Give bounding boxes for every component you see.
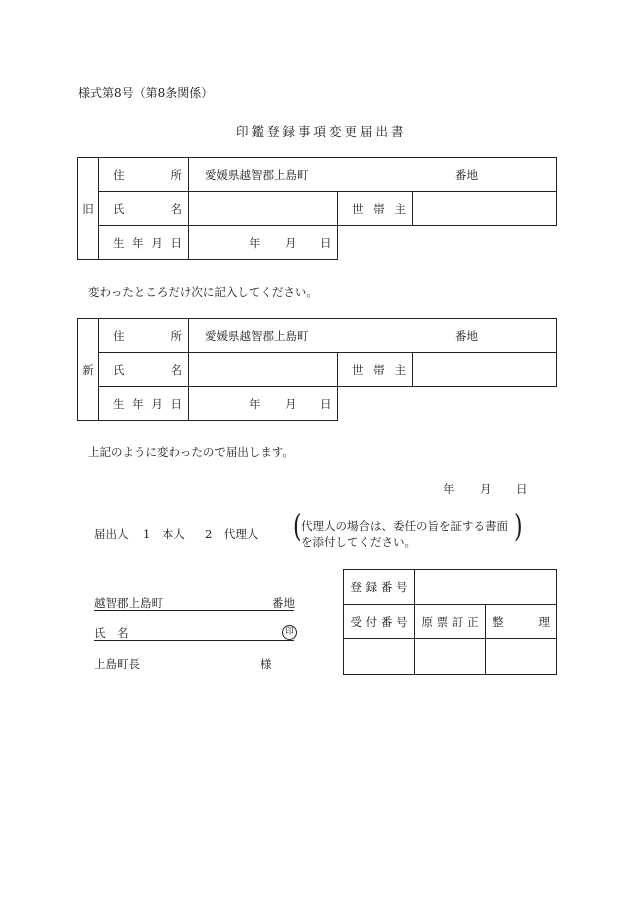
old-side-label: 旧 (78, 158, 99, 260)
addressee-honorific: 様 (260, 657, 272, 671)
new-household-label: 世 帯 主 (338, 353, 413, 387)
signature-name-line[interactable] (94, 640, 294, 641)
date-year-unit: 年 (443, 482, 455, 496)
new-address-row (78, 319, 557, 353)
old-address-label: 住 所 (99, 158, 189, 192)
date-day-unit: 日 (516, 482, 528, 496)
ledger-correction-field[interactable] (415, 639, 486, 675)
new-name-row (78, 353, 557, 387)
arrangement-label: 整 理 (486, 605, 557, 639)
signature-address-suffix: 番地 (272, 596, 295, 610)
receipt-number-field[interactable] (344, 639, 415, 675)
new-name-field[interactable] (189, 353, 338, 387)
applicant-label: 届出人 (94, 527, 129, 541)
signature-address-prefix: 越智郡上島町 (94, 596, 163, 610)
new-side-label: 新 (78, 319, 99, 421)
old-address-field[interactable]: 愛媛県越智郡上島町 番地 (189, 158, 557, 192)
seal-mark: 印 (282, 625, 297, 640)
new-birth-field[interactable]: 年 月 日 (189, 387, 338, 421)
old-name-row (78, 192, 557, 226)
date-month-unit: 月 (480, 482, 492, 496)
old-birth-row (78, 226, 557, 260)
registration-number-label: 登 録 番 号 (344, 570, 415, 605)
old-birth-field[interactable]: 年 月 日 (189, 226, 338, 260)
new-name-label: 氏 名 (99, 353, 189, 387)
registration-row (344, 570, 557, 605)
office-header-row (344, 605, 557, 639)
agent-note-line2: を添付してください。 (301, 535, 416, 549)
new-birth-row (78, 387, 557, 421)
receipt-number-label: 受 付 番 号 (344, 605, 415, 639)
office-use-table (343, 569, 557, 675)
applicant-option-self[interactable]: 1 本人 (143, 527, 185, 541)
new-household-field[interactable] (413, 353, 557, 387)
signature-name-label: 氏 名 (94, 626, 129, 640)
old-name-field[interactable] (189, 192, 338, 226)
old-info-table (77, 157, 557, 260)
ledger-correction-label: 原 票 訂 正 (415, 605, 486, 639)
office-entry-row (344, 639, 557, 675)
page-title: 印鑑登録事項変更届出書 (236, 124, 407, 139)
statement-text: 上記のように変わったので届出します。 (88, 445, 294, 459)
signature-address-line[interactable] (94, 610, 294, 611)
old-household-label: 世 帯 主 (338, 192, 413, 226)
agent-note-line1: 代理人の場合は、委任の旨を証する書面 (301, 519, 508, 533)
old-birth-label: 生 年 月 日 (99, 226, 189, 260)
new-info-table (77, 318, 557, 421)
addressee-label: 上島町長 (94, 657, 140, 671)
note-open-bracket: ( (293, 509, 302, 545)
new-birth-label: 生 年 月 日 (99, 387, 189, 421)
old-household-field[interactable] (413, 192, 557, 226)
old-address-row (78, 158, 557, 192)
instruction-text: 変わったところだけ次に記入してください。 (88, 285, 318, 299)
old-name-label: 氏 名 (99, 192, 189, 226)
registration-number-field[interactable] (415, 570, 557, 605)
applicant-option-agent[interactable]: 2 代理人 (205, 527, 259, 541)
form-number: 様式第8号（第8条関係） (78, 86, 214, 100)
new-address-label: 住 所 (99, 319, 189, 353)
note-close-bracket: ) (514, 509, 523, 545)
new-address-field[interactable]: 愛媛県越智郡上島町 番地 (189, 319, 557, 353)
arrangement-field[interactable] (486, 639, 557, 675)
